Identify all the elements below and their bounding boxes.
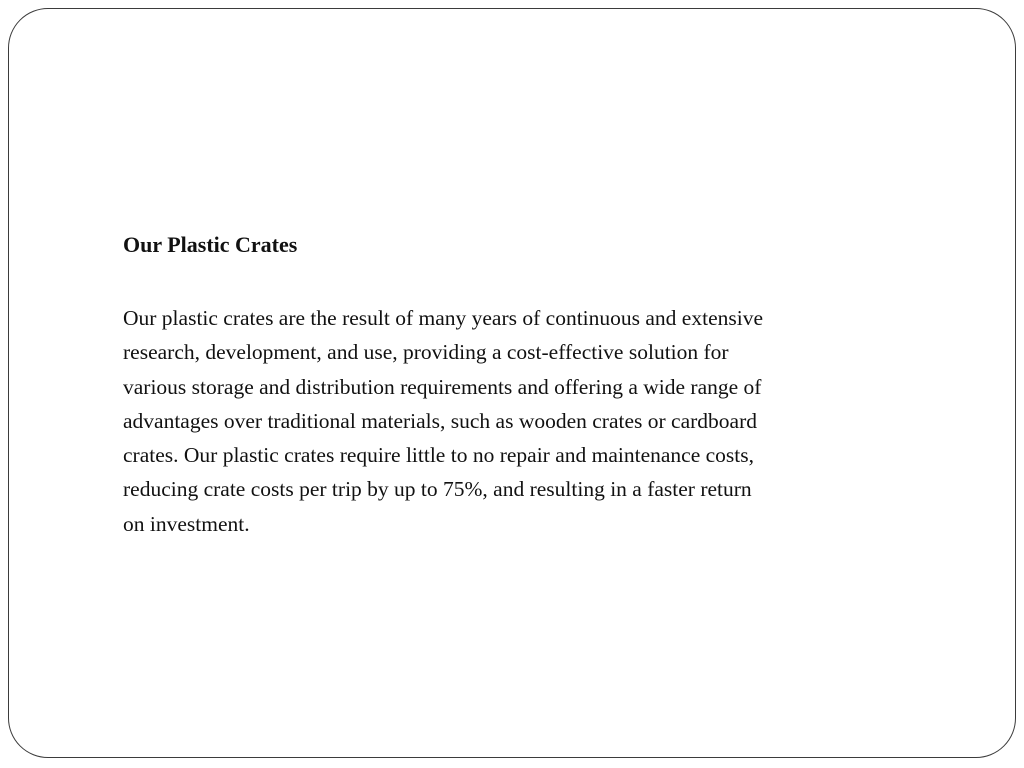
paragraph-line: Our plastic crates are the result of many years of continuous and extensive xyxy=(123,306,764,330)
paragraph-line: reducing crate costs per trip by up to 75%, and resulting in a faster return xyxy=(123,477,752,502)
paragraph-line: on investment. xyxy=(123,511,250,536)
paragraph-line: various storage and distribution requirements and offering a wide range of xyxy=(123,374,762,399)
paragraph-line: advantages over traditional materials, such as wooden crates or cardboard xyxy=(123,408,757,433)
body-paragraph xyxy=(123,301,903,541)
paragraph-line: crates. Our plastic crates require little to no repair and maintenance costs, xyxy=(123,443,755,468)
paragraph-line: research, development, and use, providing a cost-effective solution for xyxy=(123,340,729,365)
slide-frame xyxy=(8,8,1016,758)
slide-content xyxy=(123,231,903,541)
slide-title: Our Plastic Crates xyxy=(123,232,298,257)
